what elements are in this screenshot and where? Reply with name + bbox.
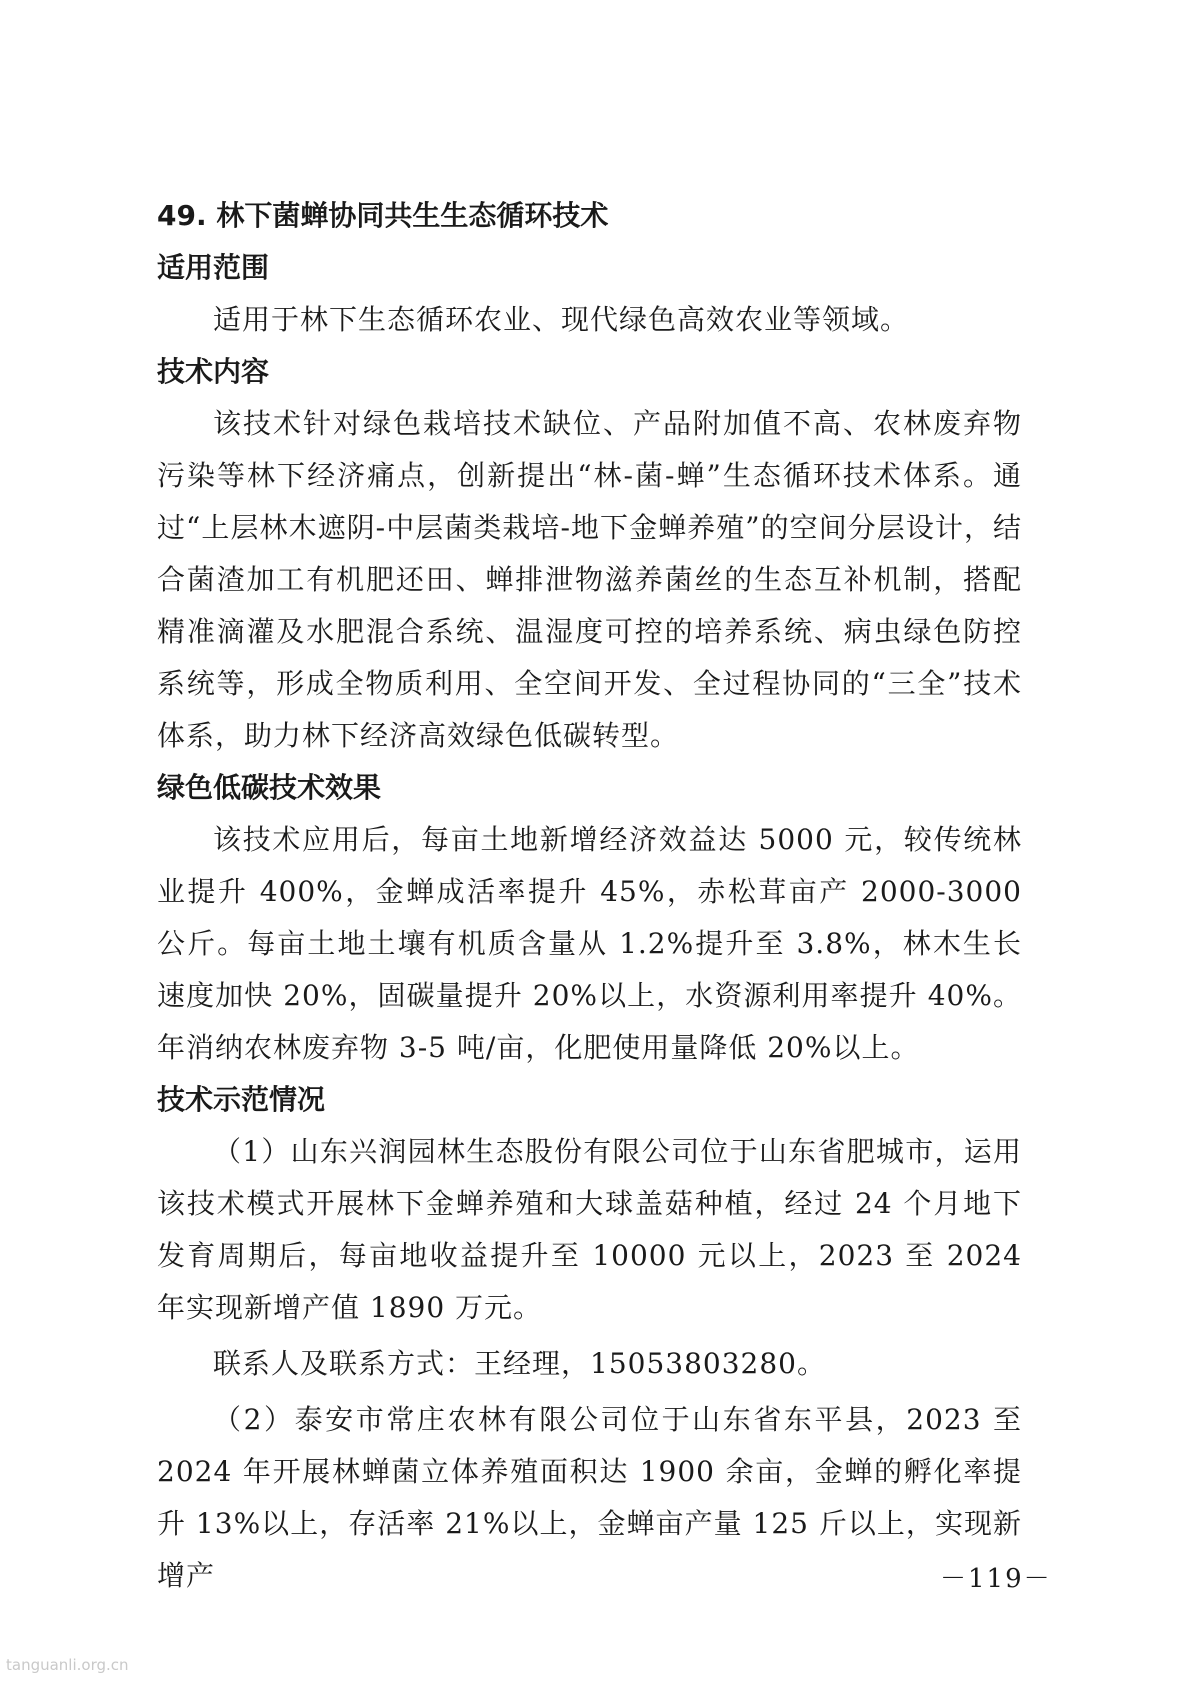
heading-demo: 技术示范情况 xyxy=(157,1083,326,1116)
section-title: 49. 林下菌蝉协同共生生态循环技术 xyxy=(157,199,609,232)
heading-scope: 适用范围 xyxy=(157,251,270,284)
demo-case-2: （2）泰安市常庄农林有限公司位于山东省东平县，2023 至 2024 年开展林蝉菌立体养殖面积达 1900 余亩，金蝉的孵化率提升 13%以上，存活率 21%以上，金蝉亩产量 125 斤以上，实现新增产 xyxy=(157,1403,1022,1592)
page-number: －119－ xyxy=(940,1564,1052,1594)
demo-case-1: （1）山东兴润园林生态股份有限公司位于山东省肥城市，运用该技术模式开展林下金蝉养殖和大球盖菇种植，经过 24 个月地下发育周期后，每亩地收益提升至 10000 元以上，2023 至 2024 年实现新增产值 1890 万元。 xyxy=(157,1135,1022,1324)
document-page xyxy=(157,190,1022,1602)
heading-effect: 绿色低碳技术效果 xyxy=(157,771,382,804)
content-text: 该技术针对绿色栽培技术缺位、产品附加值不高、农林废弃物污染等林下经济痛点，创新提出“林-菌-蝉”生态循环技术体系。通过“上层林木遮阴-中层菌类栽培-地下金蝉养殖”的空间分层设计，结合菌渣加工有机肥还田、蝉排泄物滋养菌丝的生态互补机制，搭配精准滴灌及水肥混合系统、温湿度可控的培养系统、病虫绿色防控系统等，形成全物质利用、全空间开发、全过程协同的“三全”技术体系，助力林下经济高效绿色低碳转型。 xyxy=(157,407,1022,752)
effect-text: 该技术应用后，每亩土地新增经济效益达 5000 元，较传统林业提升 400%，金蝉成活率提升 45%，赤松茸亩产 2000-3000 公斤。每亩土地土壤有机质含量从 1.2%提升至 3.8%，林木生长速度加快 20%，固碳量提升 20%以上，水资源利用率提升 40%。年消纳农林废弃物 3-5 吨/亩，化肥使用量降低 20%以上。 xyxy=(157,823,1022,1064)
scope-text: 适用于林下生态循环农业、现代绿色高效农业等领域。 xyxy=(213,303,910,336)
watermark: tanguanli.org.cn xyxy=(6,1656,129,1674)
heading-content: 技术内容 xyxy=(157,355,270,388)
demo-contact-1: 联系人及联系方式：王经理，15053803280。 xyxy=(213,1347,826,1380)
